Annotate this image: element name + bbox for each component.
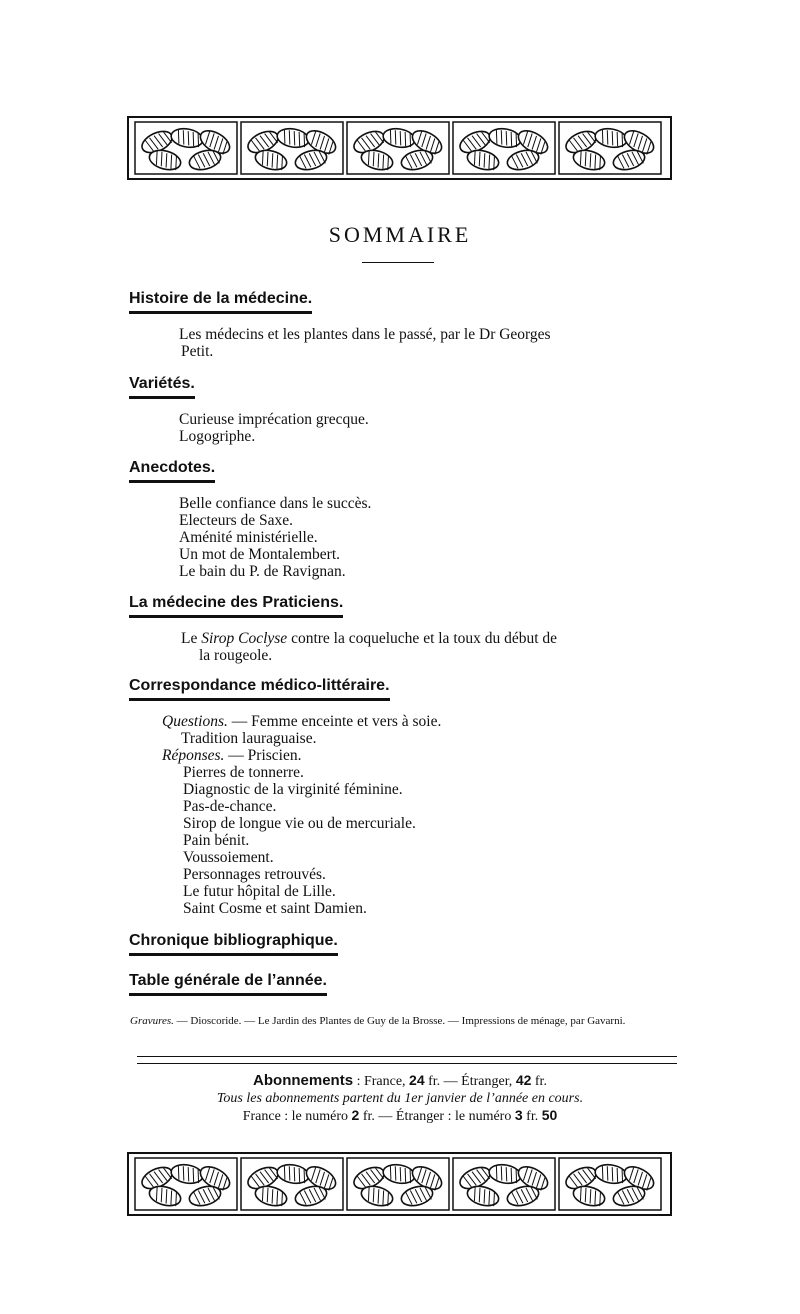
entry-line: Le bain du P. de Ravignan. — [179, 563, 346, 580]
questions-label: Questions. — [162, 713, 228, 730]
section-heading: Correspondance médico-littéraire. — [129, 677, 390, 701]
section-praticiens — [129, 594, 557, 664]
entry-line: Questions. — Femme enceinte et vers à soie. — [162, 713, 442, 730]
entry-line: Petit. — [181, 343, 214, 360]
subscriptions-line-3: France : le numéro 2 fr. — Étranger : le numéro 3 fr. 50 — [242, 1107, 558, 1124]
product-name: Sirop Coclyse — [201, 630, 288, 647]
reponses-label: Réponses. — [162, 747, 225, 764]
gravures-label: Gravures. — [130, 1015, 174, 1027]
leaf-tile-icon — [559, 1158, 661, 1210]
section-correspondance — [129, 677, 441, 917]
section-table-generale — [129, 972, 327, 996]
section-varietes — [129, 375, 369, 445]
section-anecdotes — [129, 459, 371, 580]
entry-line: Personnages retrouvés. — [183, 866, 326, 883]
subscriptions-line-2: Tous les abonnements partent du 1er janvier de l’année en cours. — [216, 1091, 584, 1106]
leaf-tile-icon — [559, 122, 661, 174]
entry-line: Electeurs de Saxe. — [179, 512, 294, 529]
entry-line: Sirop de longue vie ou de mercuriale. — [183, 815, 416, 832]
double-rule-divider — [137, 1056, 677, 1064]
section-heading: Table générale de l’année. — [129, 972, 327, 996]
entry-line: Le Sirop Coclyse contre la coqueluche et la toux du début de — [181, 630, 558, 647]
subscriptions-block — [0, 1072, 800, 1125]
entry-line: Un mot de Montalembert. — [179, 546, 340, 563]
leaf-tile-icon — [453, 1158, 555, 1210]
entry-line: Pierres de tonnerre. — [183, 764, 304, 781]
entry-line: Saint Cosme et saint Damien. — [183, 900, 367, 917]
entry-line: Voussoiement. — [183, 849, 274, 866]
subscriptions-label: Abonnements — [253, 1072, 354, 1089]
entry-line: Le futur hôpital de Lille. — [183, 883, 336, 900]
leaf-tile-icon — [347, 1158, 449, 1210]
section-heading: Anecdotes. — [129, 459, 215, 483]
entry-line: Réponses. — Priscien. — [162, 747, 302, 764]
leaf-tile-icon — [241, 122, 343, 174]
section-heading: Variétés. — [129, 375, 195, 399]
decorative-frieze-bottom — [127, 1152, 672, 1216]
section-heading: Chronique bibliographique. — [129, 932, 338, 956]
section-heading: La médecine des Praticiens. — [129, 594, 343, 618]
entry-line: Aménité ministérielle. — [179, 529, 318, 546]
entry-line: Diagnostic de la virginité féminine. — [183, 781, 403, 798]
decorative-frieze-top — [127, 116, 672, 180]
entry-line: Tradition lauraguaise. — [181, 730, 317, 747]
entry-line: Curieuse imprécation grecque. — [179, 411, 369, 428]
title-rule — [362, 262, 434, 263]
section-chronique — [129, 932, 338, 956]
entry-line: Belle confiance dans le succès. — [179, 495, 372, 512]
leaf-tile-icon — [241, 1158, 343, 1210]
leaf-tile-icon — [347, 122, 449, 174]
entry-line: Logogriphe. — [179, 428, 256, 445]
subscriptions-line-1: Abonnements : France, 24 fr. — Étranger, 42 fr. — [253, 1072, 547, 1089]
section-heading: Histoire de la médecine. — [129, 290, 312, 314]
gravures-note: Gravures. — Dioscoride. — Le Jardin des Plantes de Guy de la Brosse. — Impressions de ménage, par Gavarni. — [130, 1015, 626, 1027]
leaf-tile-icon — [135, 1158, 237, 1210]
leaf-tile-icon — [453, 122, 555, 174]
section-histoire — [129, 290, 551, 360]
entry-line: la rougeole. — [199, 647, 273, 664]
entry-line: Pas-de-chance. — [183, 798, 277, 815]
leaf-tile-icon — [135, 122, 237, 174]
entry-line: Les médecins et les plantes dans le passé, par le Dr Georges — [179, 326, 551, 343]
entry-line: Pain bénit. — [183, 832, 250, 849]
page-title: SOMMAIRE — [328, 222, 472, 247]
